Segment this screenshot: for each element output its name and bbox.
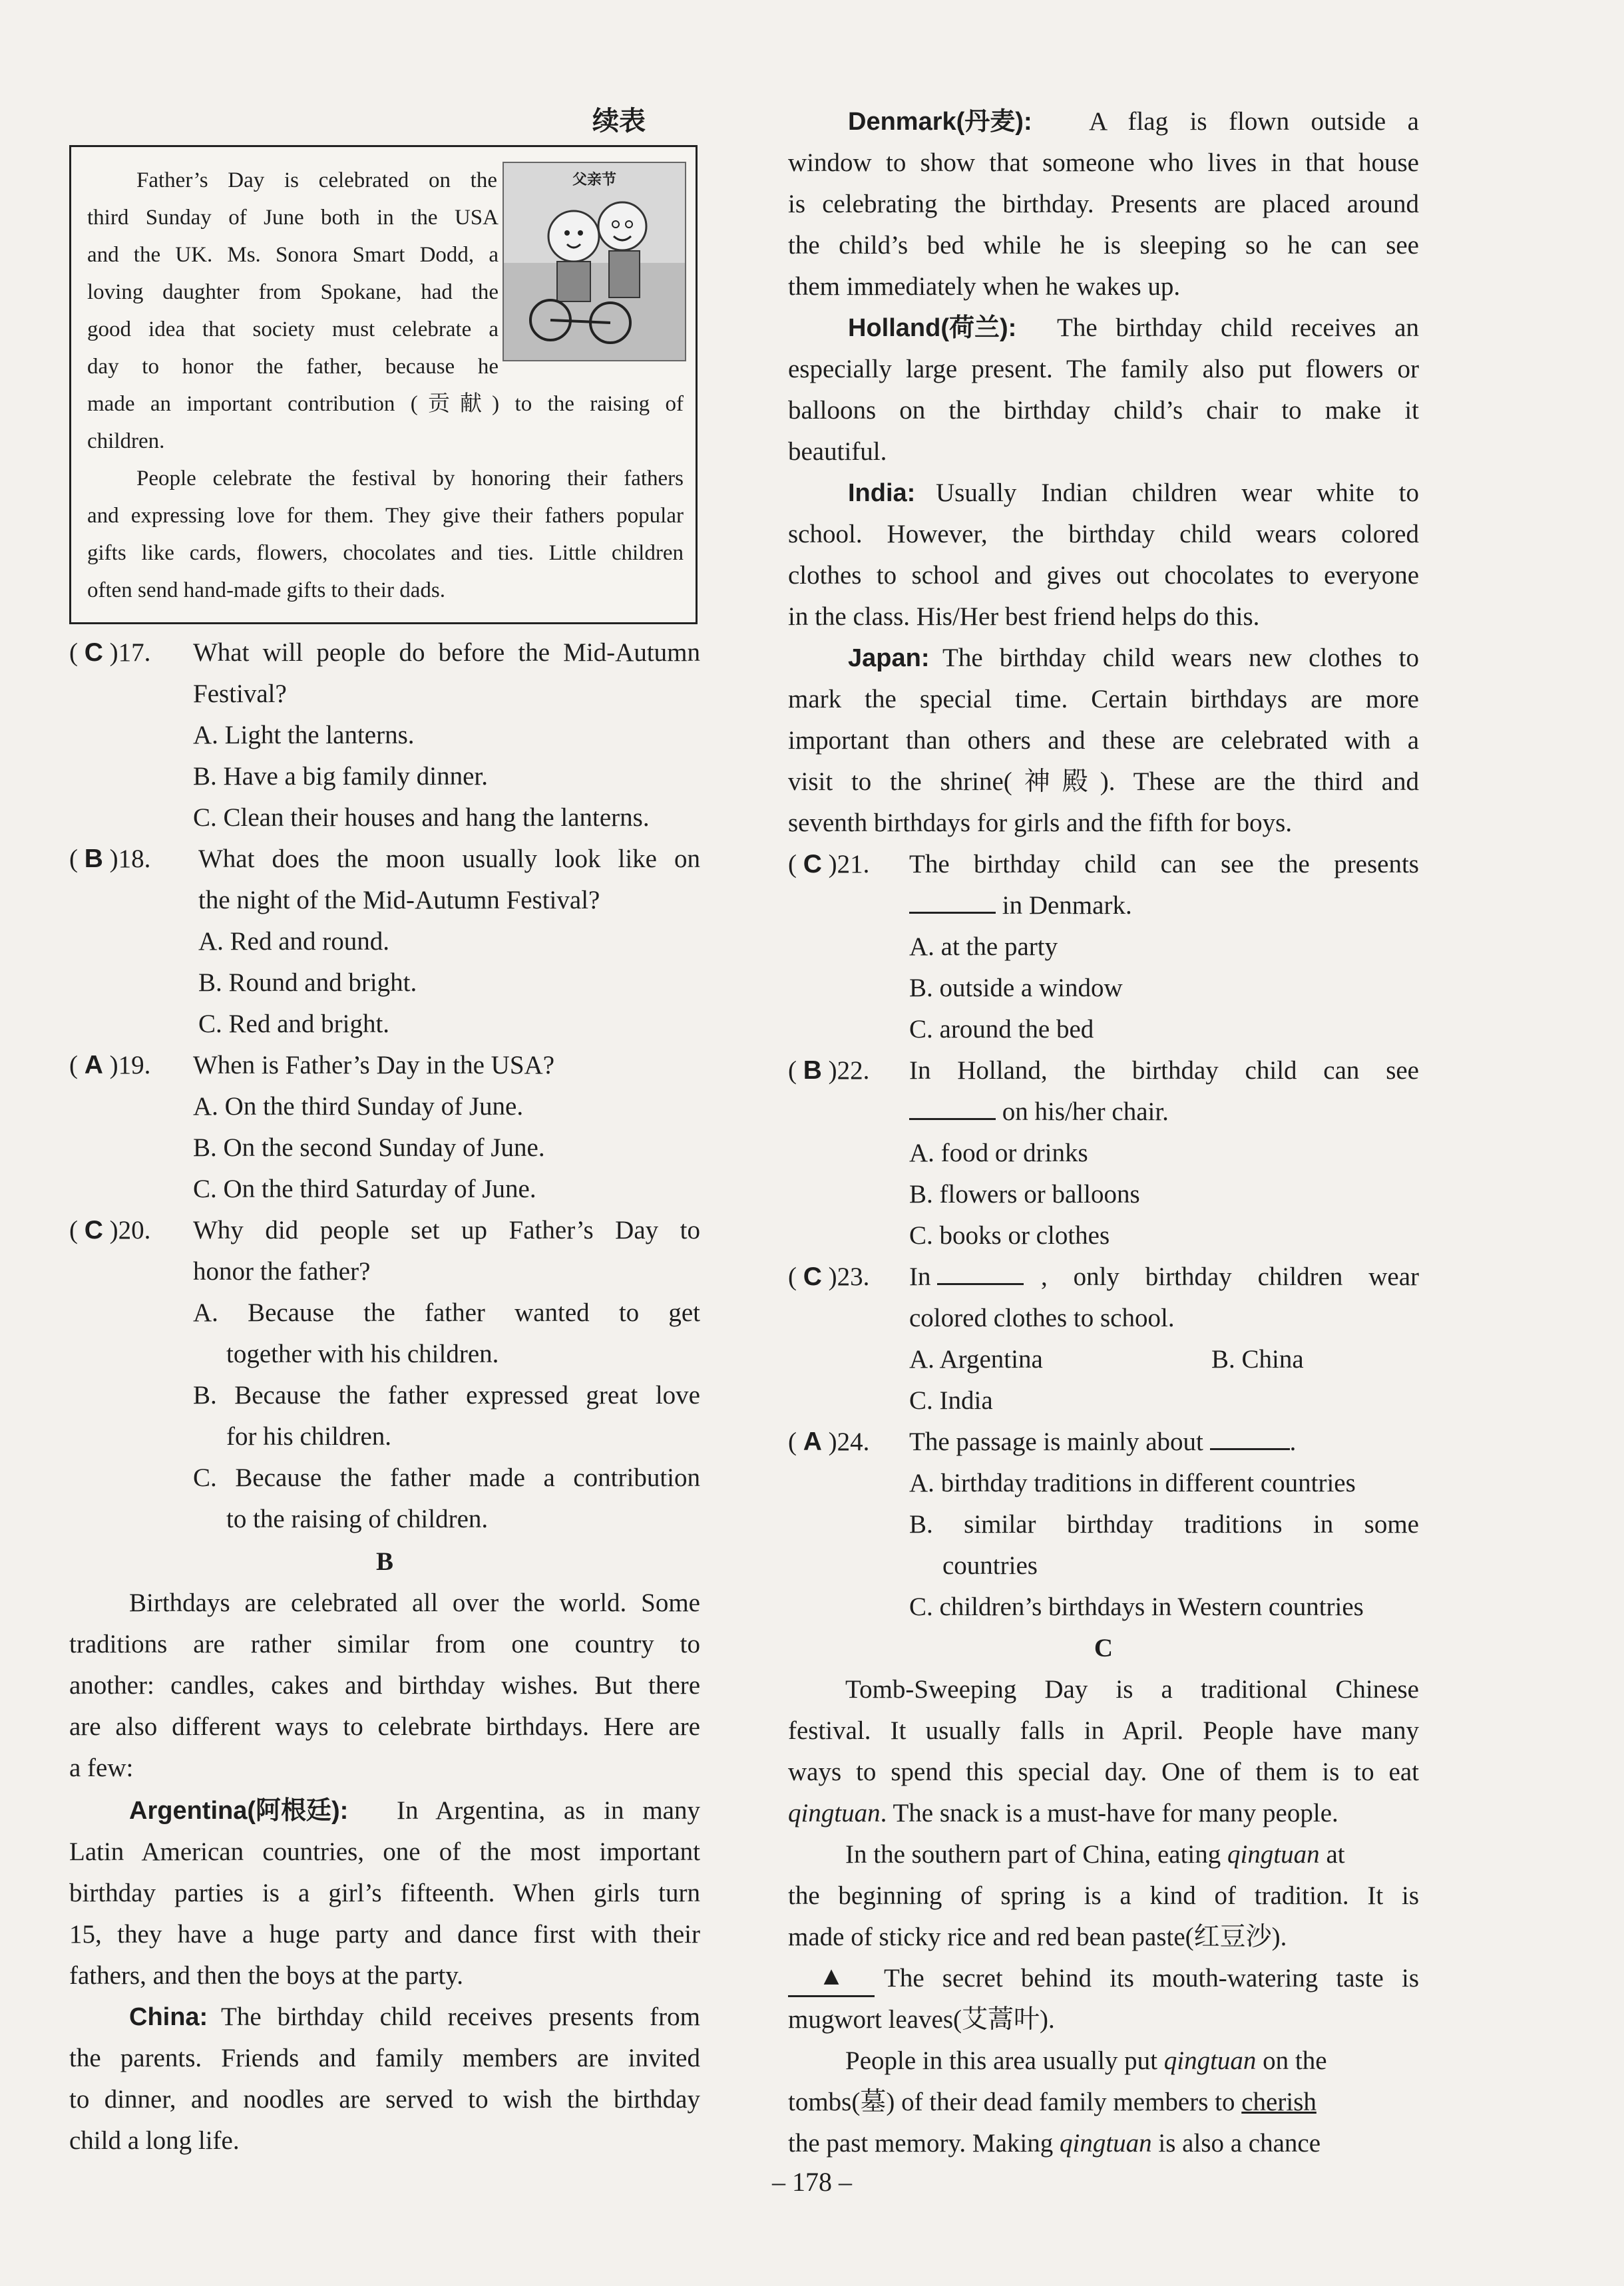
question-17-stem: Festival? [193,679,287,708]
paragraph-line: ways to spend this special day. One of them is to eat [788,1758,1419,1786]
option: B. similar birthday traditions in some [909,1510,1419,1539]
paragraph-line: mark the special time. Certain birthdays are more [788,685,1419,713]
paragraph-line: seventh birthdays for girls and the fifth for boys. [788,809,1293,837]
denmark-label: Denmark(丹麦): [848,108,1032,136]
option: B. flowers or balloons [909,1180,1140,1209]
option: B. Because the father expressed great love [193,1381,700,1410]
paragraph-line: The birthday child wears new clothes to [942,644,1419,672]
question-21-stem: in Denmark. [909,885,1132,926]
paragraph-line: Usually Indian children wear white to [936,478,1419,507]
paragraph-line: visit to the shrine(神殿). These are the third and [788,767,1419,796]
paragraph-line: qingtuan. The snack is a must-have for many people. [788,1799,1338,1827]
box-line: children. [87,429,165,453]
paragraph-line: balloons on the birthday child’s chair to make it [788,396,1419,425]
paragraph-line: tombs(墓) of their dead family members to cherish [788,2088,1317,2116]
box-line: gifts like cards, flowers, chocolates and ties. Little children [87,541,684,565]
box-line: made an important contribution (贡献) to the raising of [87,392,684,416]
paragraph-line: the child’s bed while he is sleeping so he can see [788,231,1419,260]
paragraph-line: the past memory. Making qingtuan is also a chance [788,2129,1321,2158]
option: B. Have a big family dinner. [193,762,488,791]
paragraph-line: important than others and these are celebrated with a [788,726,1419,755]
question-23-stem: In [909,1256,1024,1298]
box-line: Father’s Day is celebrated on the [136,168,497,192]
section-b-heading: B [375,1547,393,1576]
paragraph-line: Tomb-Sweeping Day is a traditional Chinese [845,1675,1419,1704]
question-24: ( A )24. [788,1428,870,1456]
paragraph-line: beautiful. [788,437,887,466]
paragraph-line: school. However, the birthday child wears colored [788,520,1419,548]
answer-21: C [803,850,822,878]
paragraph-line: fathers, and then the boys at the party. [69,1961,464,1990]
page-number: – 178 – [772,2167,852,2197]
answer-17: C [84,638,103,667]
box-line: loving daughter from Spokane, had the [87,280,499,304]
answer-20: C [84,1216,103,1244]
option: B. Round and bright. [198,968,417,997]
option: C. children’s birthdays in Western countries [909,1593,1364,1621]
answer-24: A [803,1428,822,1456]
paragraph-line: The secret behind its mouth-watering taste is [884,1964,1419,1993]
option: C. India [909,1386,993,1415]
fathers-day-box [69,145,698,624]
china-label: China: [129,2003,208,2031]
cartoon-illustration [504,163,685,360]
question-21-stem: The birthday child can see the presents [909,850,1419,878]
paragraph-line: window to show that someone who lives in that house [788,148,1419,177]
paragraph-line: festival. It usually falls in April. People have many [788,1716,1419,1745]
paragraph-line: 15, they have a huge party and dance first with their [69,1920,700,1949]
paragraph-line: Birthdays are celebrated all over the world. Some [129,1589,700,1617]
paragraph-line: mugwort leaves(艾蒿叶). [788,2005,1055,2034]
paragraph-line: traditions are rather similar from one country to [69,1630,700,1658]
option: A. On the third Sunday of June. [193,1092,524,1121]
paragraph-line: in the class. His/Her best friend helps do this. [788,602,1260,631]
answer-22: B [803,1056,822,1085]
option: A. food or drinks [909,1139,1088,1167]
fathers-day-cartoon [503,162,686,361]
option: A. Light the lanterns. [193,721,415,749]
option: C. books or clothes [909,1221,1110,1250]
option: A. Because the father wanted to get [193,1298,700,1327]
paragraph-line: especially large present. The family also put flowers or [788,355,1419,383]
paragraph-line: them immediately when he wakes up. [788,272,1181,301]
continued-table-label: 续表 [592,106,646,136]
blank-triangle-marker: ▲ [788,1958,875,1997]
paragraph-line: made of sticky rice and red bean paste(红豆沙). [788,1923,1287,1951]
paragraph-line: a few: [69,1754,134,1782]
paragraph-line: another: candles, cakes and birthday wishes. But there [69,1671,700,1700]
paragraph-line: The birthday child receives presents from [221,2002,700,2031]
underlined-word-cherish: cherish [1241,2088,1317,2116]
answer-18: B [84,845,103,873]
question-22-stem: In Holland, the birthday child can see [909,1056,1419,1085]
box-line: People celebrate the festival by honoring their fathers [136,467,684,490]
question-19: ( A )19. [69,1051,151,1079]
question-20-stem: honor the father? [193,1257,371,1286]
question-22-stem: on his/her chair. [909,1091,1169,1133]
box-line: third Sunday of June both in the USA [87,206,499,230]
question-18: ( B )18. [69,845,151,873]
cartoon-caption: 父亲节 [572,172,616,188]
question-18-stem: What does the moon usually look like on [198,845,700,873]
option-cont: to the raising of children. [226,1505,489,1533]
holland-label: Holland(荷兰): [848,314,1017,342]
paragraph-line: In the southern part of China, eating qingtuan at [845,1840,1345,1869]
option-cont: for his children. [226,1422,392,1451]
india-label: India: [848,479,916,507]
paragraph-line: The birthday child receives an [1057,313,1419,342]
question-17-stem: What will people do before the Mid-Autumn [193,638,700,667]
option: A. Red and round. [198,927,390,956]
option: C. Red and bright. [198,1010,390,1038]
paragraph-line: Latin American countries, one of the most important [69,1837,700,1866]
question-23-stem: , only birthday children wear [1041,1262,1419,1291]
box-line: often send hand-made gifts to their dads. [87,578,445,602]
question-21: ( C )21. [788,850,870,878]
question-20-stem: Why did people set up Father’s Day to [193,1216,700,1244]
option: A. Argentina [909,1345,1043,1374]
question-20: ( C )20. [69,1216,151,1244]
paragraph-line: clothes to school and gives out chocolates to everyone [788,561,1419,590]
option: C. On the third Saturday of June. [193,1175,536,1203]
box-line: day to honor the father, because he [87,355,499,379]
paragraph-line: the parents. Friends and family members are invited [69,2044,700,2072]
paragraph-line: child a long life. [69,2126,240,2155]
question-18-stem: the night of the Mid-Autumn Festival? [198,886,600,914]
option: C. Because the father made a contribution [193,1463,700,1492]
option: A. at the party [909,932,1058,961]
question-17: ( C )17. [69,638,151,667]
option: C. Clean their houses and hang the lanterns. [193,803,650,832]
box-line: and the UK. Ms. Sonora Smart Dodd, a [87,243,499,267]
option-cont: countries [942,1551,1038,1580]
option: C. around the bed [909,1015,1094,1044]
paragraph-line: are also different ways to celebrate birthdays. Here are [69,1712,700,1741]
question-23: ( C )23. [788,1262,870,1291]
paragraph-line: In Argentina, as in many [397,1796,700,1825]
answer-23: C [803,1262,822,1291]
paragraph-line: A flag is flown outside a [1089,107,1419,136]
answer-19: A [84,1051,103,1079]
question-23-stem: colored clothes to school. [909,1304,1175,1332]
question-22: ( B )22. [788,1056,870,1085]
paragraph-line: People in this area usually put qingtuan on the [845,2046,1327,2075]
option-cont: together with his children. [226,1340,499,1368]
question-19-stem: When is Father’s Day in the USA? [193,1051,555,1079]
box-line: and expressing love for them. They give their fathers popular [87,504,684,528]
section-c-heading: C [1094,1634,1114,1662]
paragraph-line: is celebrating the birthday. Presents are placed around [788,190,1419,218]
option: B. China [1211,1345,1304,1374]
question-24-stem: The passage is mainly about . [909,1428,1297,1456]
paragraph-line: the beginning of spring is a kind of tradition. It is [788,1881,1419,1910]
argentina-label: Argentina(阿根廷): [129,1797,349,1825]
option: B. outside a window [909,974,1123,1002]
paragraph-line: to dinner, and noodles are served to wish the birthday [69,2085,700,2114]
box-line: good idea that society must celebrate a [87,317,499,341]
paragraph-line: birthday parties is a girl’s fifteenth. When girls turn [69,1879,700,1907]
option: A. birthday traditions in different countries [909,1469,1356,1497]
option: B. On the second Sunday of June. [193,1133,545,1162]
japan-label: Japan: [848,644,930,672]
